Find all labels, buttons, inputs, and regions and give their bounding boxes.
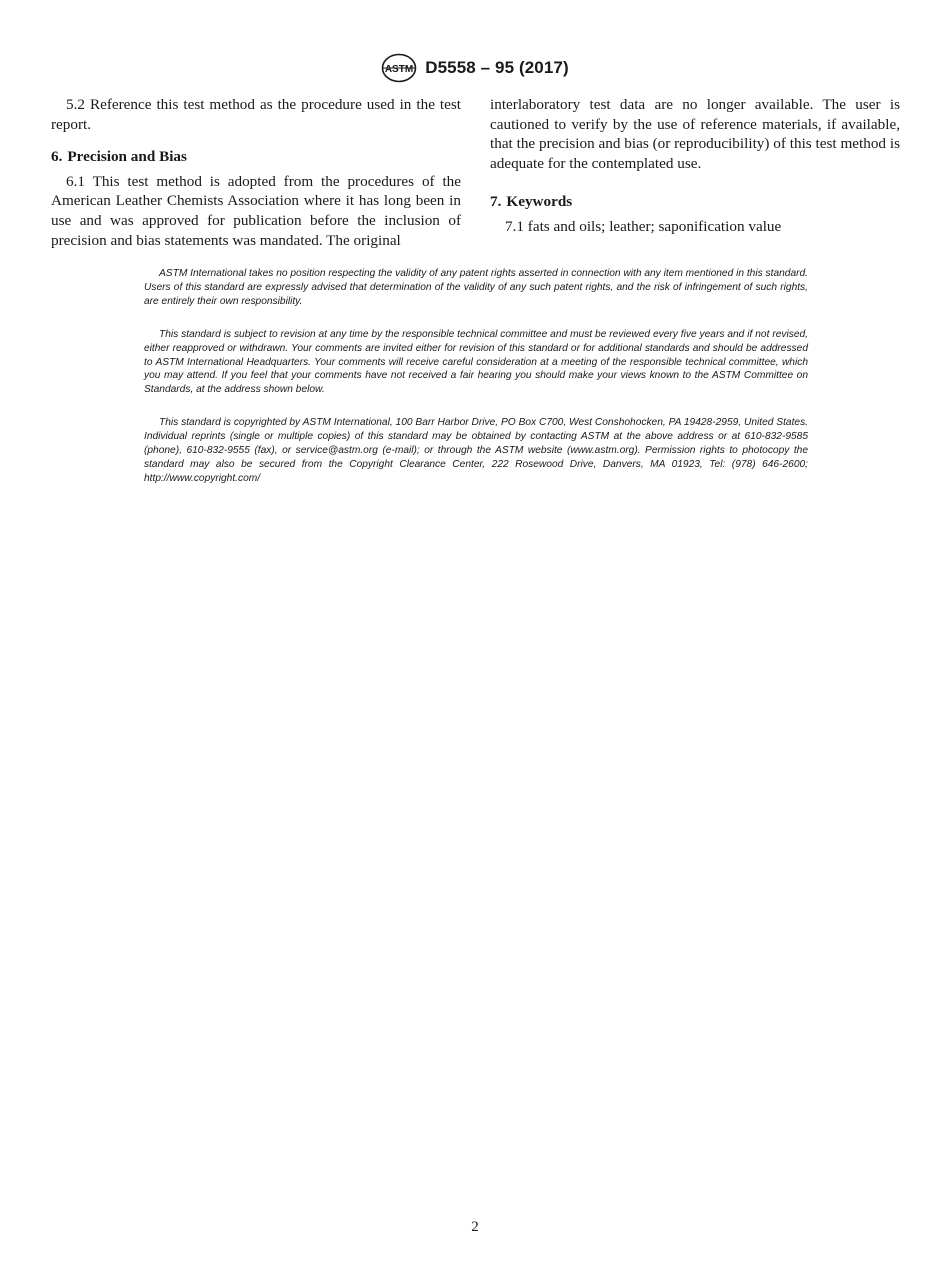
section-7-number: 7. (490, 193, 502, 211)
paragraph-6-1: 6.1 This test method is adopted from the procedures of the American Leather Chemists Association where it has long been in use and was approved for publication before the inclusion of precision and bias statements was mandated. The original (51, 172, 461, 249)
section-6-title: Precision and Bias (67, 148, 187, 166)
standard-designation: D5558 – 95 (2017) (425, 58, 569, 77)
section-6-heading (51, 147, 461, 167)
paragraph-7-1: 7.1 fats and oils; leather; saponification value (505, 217, 782, 235)
section-6-number: 6. (51, 148, 63, 166)
page-header (0, 53, 950, 83)
section-7-title: Keywords (506, 193, 573, 211)
patent-notice: ASTM International takes no position respecting the validity of any patent rights asserted in connection with any item mentioned in this standard. Users of this standard are expressly advised that determination of the validity of any such patent rights, and the risk of infringement of such rights, are entirely their own responsibility. (144, 268, 808, 307)
page-number: 2 (471, 1219, 479, 1235)
section-7-heading (490, 192, 900, 212)
copyright-notice: This standard is copyrighted by ASTM International, 100 Barr Harbor Drive, PO Box C700, West Conshohocken, PA 19428-2959, United States. Individual reprints (single or multiple copies) of this standard may be obtained by contacting ASTM at the above address or at 610-832-9585 (phone), 610-832-9555 (fax), or service@astm.org (e-mail); or through the ASTM website (www.astm.org). Permission rights to photocopy the standard may also be secured from the Copyright Clearance Center, 222 Rosewood Drive, Danvers, MA 01923, Tel: (978) 646-2600; http://www.copyright.com/ (144, 417, 808, 484)
right-column (490, 95, 900, 237)
paragraph-6-1-continued: interlaboratory test data are no longer available. The user is cautioned to verify by the use of reference materials, if available, that the precision and bias (or reproducibility) of this test method is adequate for the contemplated use. (490, 96, 900, 172)
legal-notices (144, 267, 808, 505)
logo-text: ASTM (385, 64, 414, 75)
astm-logo (381, 53, 417, 83)
left-column (51, 95, 461, 250)
revision-notice: This standard is subject to revision at any time by the responsible technical committee and must be reviewed every five years and if not revised, either reapproved or withdrawn. Your comments are invited either for revision of this standard or for additional standards and should be addressed to ASTM International Headquarters. Your comments will receive careful consideration at a meeting of the responsible technical committee, which you may attend. If you feel that your comments have not received a fair hearing you should make your views known to the ASTM Committee on Standards, at the address shown below. (144, 328, 808, 396)
paragraph-5-2: 5.2 Reference this test method as the procedure used in the test report. (51, 96, 461, 133)
